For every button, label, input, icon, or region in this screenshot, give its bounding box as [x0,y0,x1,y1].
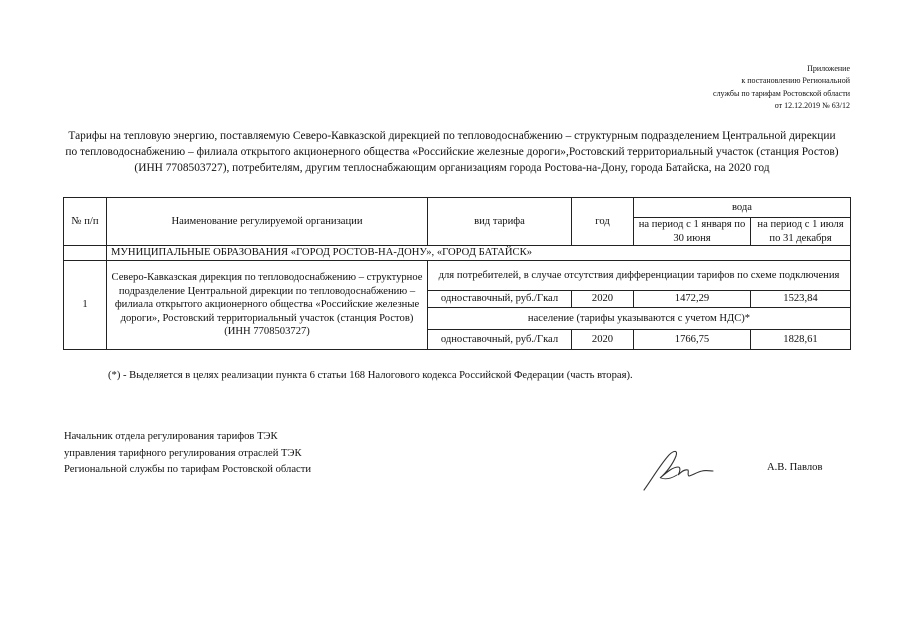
tariff-type-cell: одноставочный, руб./Гкал [428,330,572,350]
appendix-line: Приложение [807,64,850,73]
appendix-header [590,63,850,112]
handwritten-signature [640,447,716,493]
row-number: 1 [64,261,107,350]
section-title: МУНИЦИПАЛЬНЫЕ ОБРАЗОВАНИЯ «ГОРОД РОСТОВ-НА-ДОНУ», «ГОРОД БАТАЙСК» [107,246,851,261]
org-name: Северо-Кавказская дирекция по тепловодоснабжению – структурное подразделение Центральной дирекции по тепловодоснабжению – филиала открытого акционерного общества «Российские железные дороги», Ростовский территориальный участок (станция Ростов) (ИНН 7708503727) [107,261,428,350]
header-org: Наименование регулируемой организации [107,198,428,246]
appendix-line: от 12.12.2019 № 63/12 [774,100,850,110]
signer-name: А.В. Павлов [767,462,823,473]
signer-position-line: управления тарифного регулирования отраслей ТЭК [64,447,302,459]
signer-position-line: Региональной службы по тарифам Ростовской области [64,464,312,475]
footnote: (*) - Выделяется в целях реализации пункта 6 статьи 168 Налогового кодекса Российской Федерации (часть вторая). [108,370,633,381]
group-label: для потребителей, в случае отсутствия дифференциации тарифов по схеме подключения [428,261,851,291]
header-num: № п/п [64,198,107,246]
document-title: Тарифы на тепловую энергию, поставляемую Северо-Кавказской дирекцией по тепловодоснабжению – структурным подразделением Центральной дирекции по тепловодоснабжению – филиала открытого акционерного общества «Российские железные дороги»,Ростовский территориальный участок (станция Ростов) (ИНН 7708503727), потребителям, другим теплоснабжающим организациям города Ростова-на-Дону, города Батайска, на 2020 год [65,130,839,174]
header-water: вода [634,198,851,218]
value-period-2: 1523,84 [751,291,851,308]
section-cell-empty [64,246,107,261]
signer-position-line: Начальник отдела регулирования тарифов ТЭК [64,431,278,442]
year-cell: 2020 [572,330,634,350]
header-tariff-type: вид тарифа [428,198,572,246]
value-period-2: 1828,61 [751,330,851,350]
header-period-2: на период с 1 июля по 31 декабря [751,218,851,246]
group-label: население (тарифы указываются с учетом НДС)* [428,308,851,330]
appendix-line: к постановлению Региональной [741,76,850,86]
appendix-line: службы по тарифам Ростовской области [713,88,850,98]
tariff-type-cell: одноставочный, руб./Гкал [428,291,572,308]
header-period-1: на период с 1 января по 30 июня [634,218,751,246]
value-period-1: 1766,75 [634,330,751,350]
year-cell: 2020 [572,291,634,308]
signer-block [64,429,444,479]
header-year: год [572,198,634,246]
value-period-1: 1472,29 [634,291,751,308]
tariff-table [63,197,851,350]
